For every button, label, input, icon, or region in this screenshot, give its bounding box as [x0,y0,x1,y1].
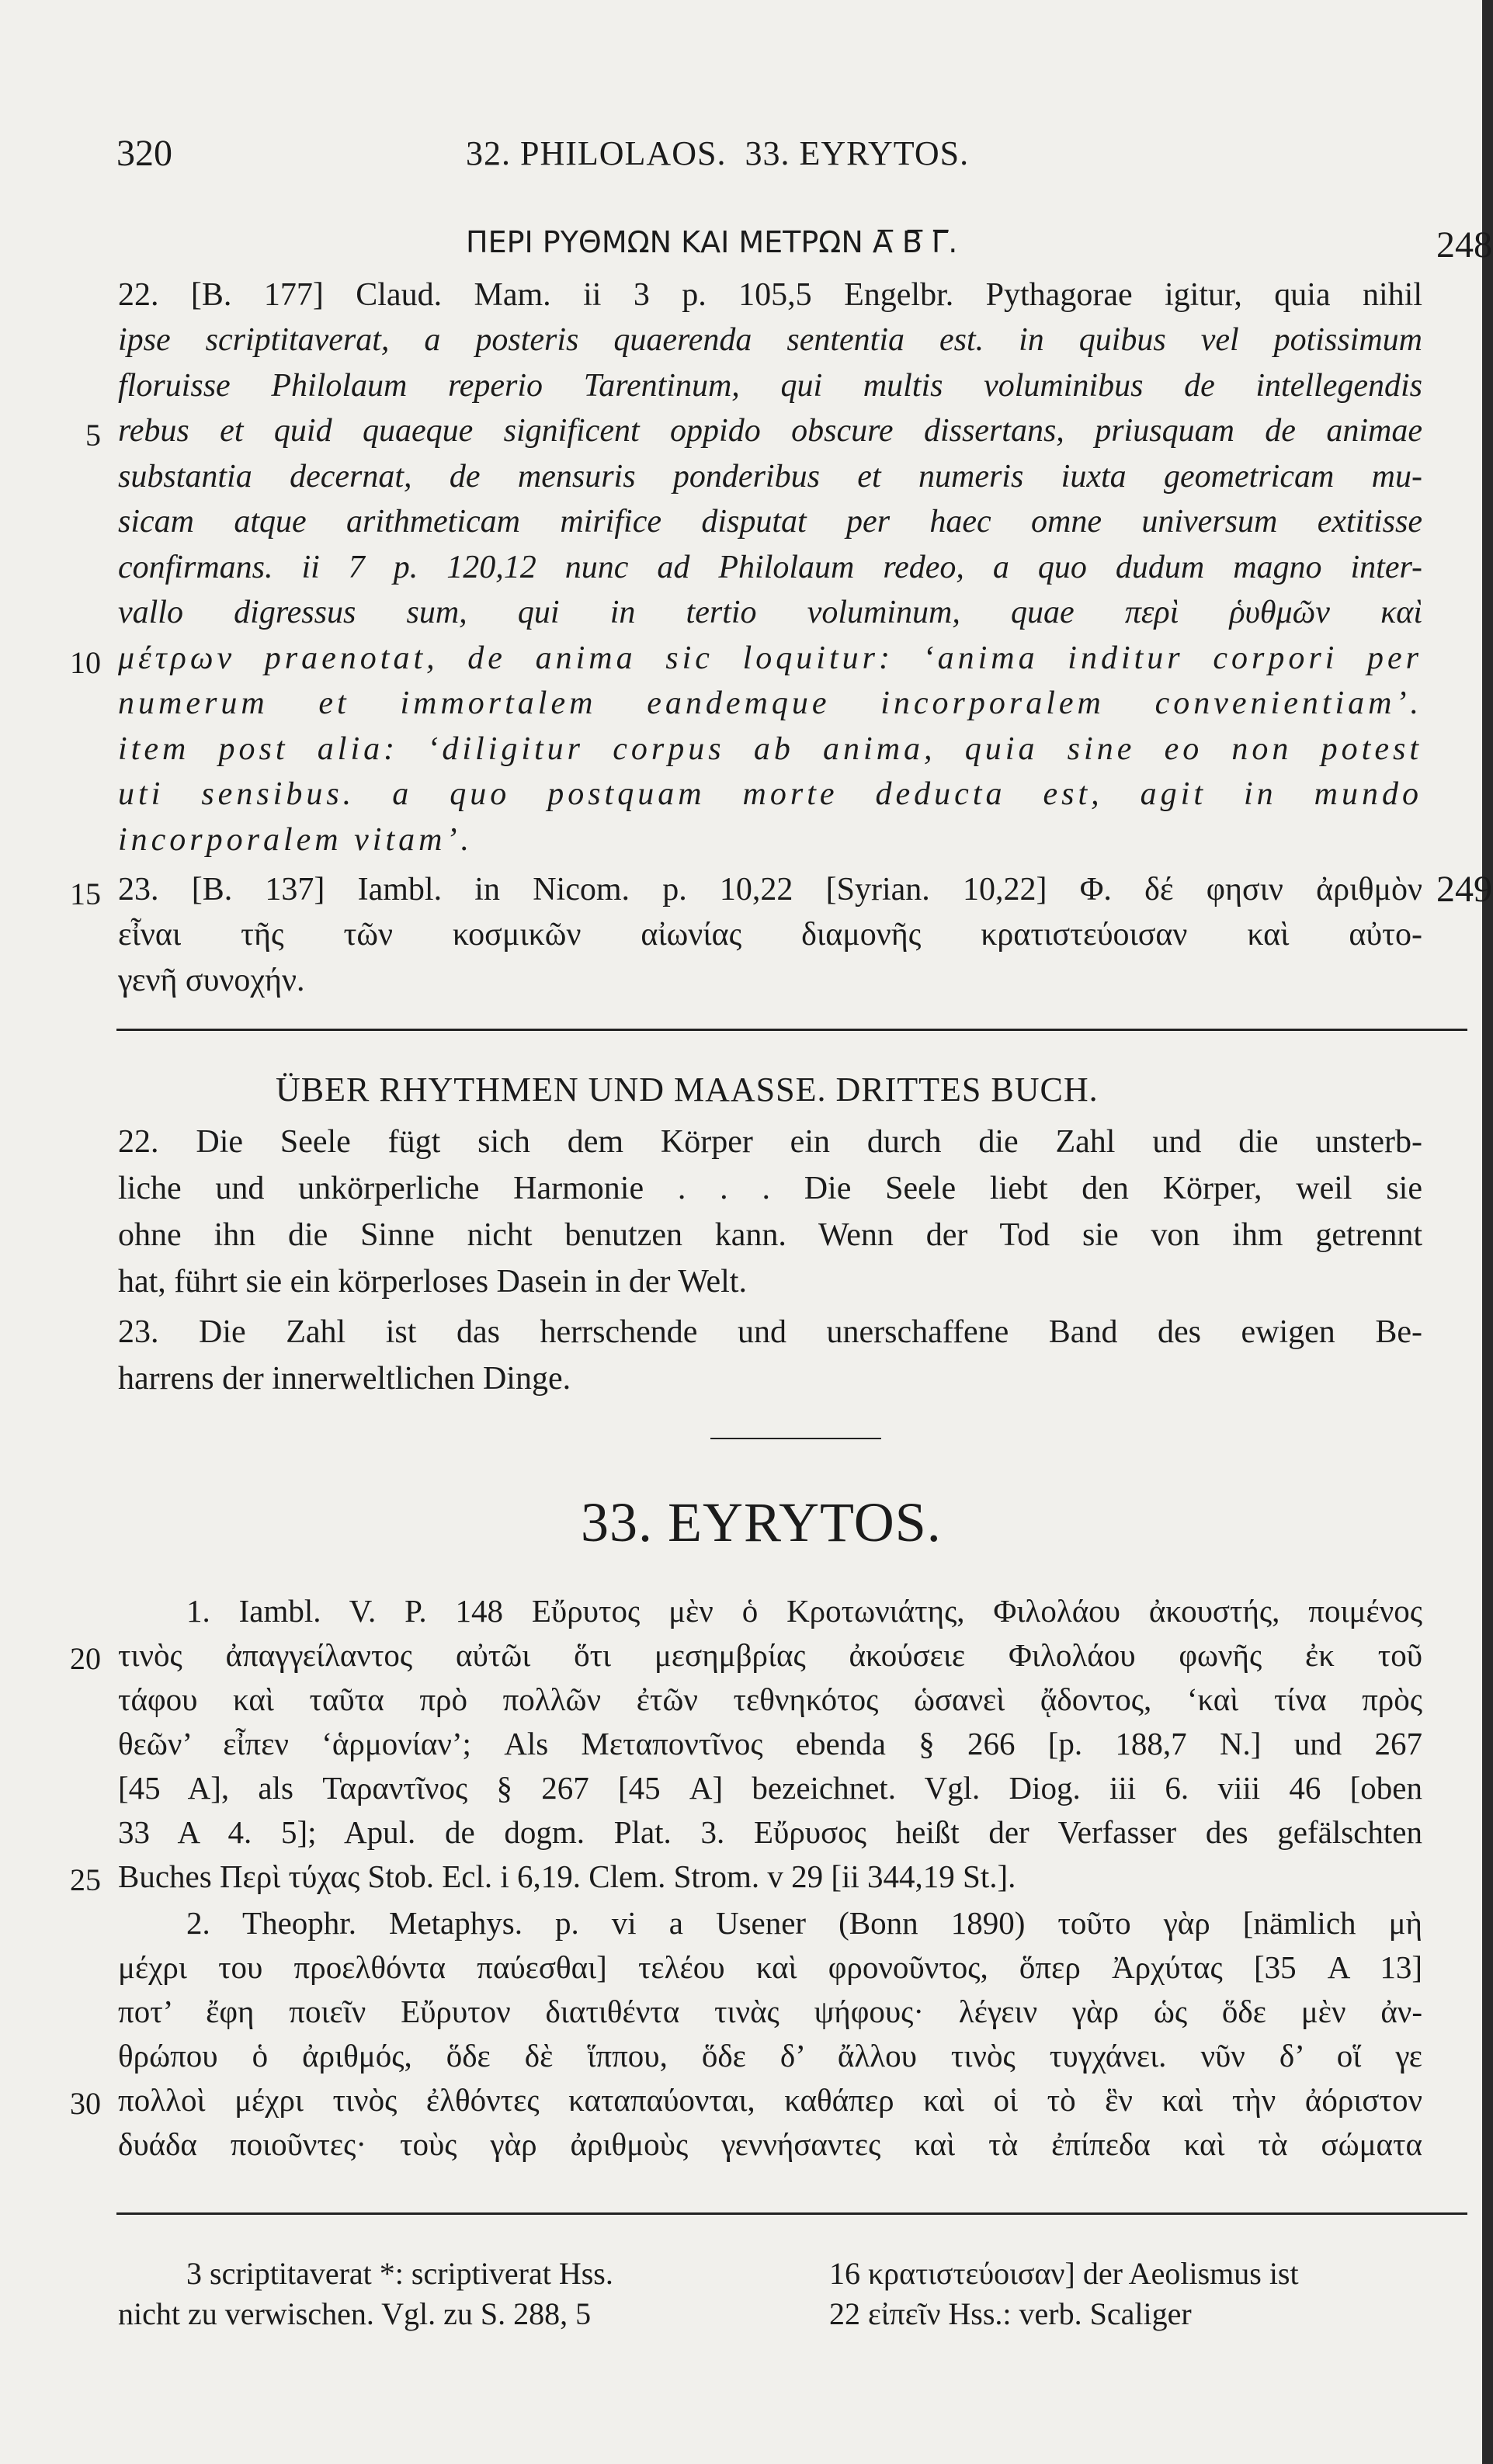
text-line: ohne ihn die Sinne nicht benutzen kann. Wenn der Tod sie von ihm getrennt [118,1217,1422,1253]
text-line: μέχρι του προελθόντα παύεσθαι] τελέου καὶ φρονοῦντος, ὅπερ Ἀρχύτας [35 A 13] [118,1949,1422,1985]
text-line: ποτ’ ἔφη ποιεῖν Εὔρυτον διατιθέντα τινὰς ψήφους· λέγειν γὰρ ὡς ὅδε μὲν ἀν- [118,1994,1422,2029]
text-line: substantia decernat, de mensuris ponderibus et numeris iuxta geometricam mu- [118,459,1422,495]
text-line: floruisse Philolaum reperio Tarentinum, qui multis voluminibus de intellegendis [118,368,1422,404]
footnote-left-2: nicht zu verwischen. Vgl. zu S. 288, 5 [118,2296,592,2331]
text-line: τάφου καὶ ταῦτα πρὸ πολλῶν ἐτῶν τεθνηκότος ὡσανεὶ ᾄδοντος, ‘καὶ τίνα πρὸς [118,1681,1422,1717]
footnote-right-2: 22 εἰπεῖν Hss.: verb. Scaliger [829,2296,1192,2331]
text-line: 23. Die Zahl ist das herrschende und unerschaffene Band des ewigen Be- [118,1314,1422,1350]
text-line: ipse scriptitaverat, a posteris quaerenda sententia est. in quibus vel potissimum [118,322,1422,358]
footnote-left-1: 3 scriptitaverat *: scriptiverat Hss. [186,2256,613,2291]
text-line: incorporalem vitam’. [118,822,473,858]
chapter-title: 33. EYRYTOS. [581,1491,942,1553]
text-line: 1. Iambl. V. P. 148 Εὔρυτος μὲν ὁ Κροτωνιάτης, Φιλολάου ἀκουστής, ποιμένος [186,1593,1422,1629]
text-line: confirmans. ii 7 p. 120,12 nunc ad Philolaum redeo, a quo dudum magno inter- [118,550,1422,585]
section-divider [116,1029,1467,1031]
text-line: harrens der innerweltlichen Dinge. [118,1361,571,1397]
line-number-5: 5 [85,418,101,453]
text-line: vallo digressus sum, qui in tertio voluminum, quae περὶ ῥυθμῶν καὶ [118,595,1422,630]
text-line: Buches Περὶ τύχας Stob. Ecl. i 6,19. Clem. Strom. v 29 [ii 344,19 St.]. [118,1858,1016,1894]
text-line: γενῆ συνοχήν. [118,963,305,998]
page-edge-shadow [1482,0,1493,2464]
text-line: [45 A], als Ταραντῖνος § 267 [45 A] bezeichnet. Vgl. Diog. iii 6. viii 46 [oben [118,1770,1422,1806]
line-number-25: 25 [70,1862,101,1897]
text-line: τινὸς ἀπαγγείλαντος αὐτῶι ὅτι μεσημβρίας ἀκούσειε Φιλολάου φωνῆς ἐκ τοῦ [118,1637,1422,1673]
text-line: θεῶν’ εἶπεν ‘ἁρμονίαν’; Als Μεταποντῖνος ebenda § 266 [p. 188,7 N.] und 267 [118,1726,1422,1761]
text-line: sicam atque arithmeticam mirifice disputat per haec omne universum extitisse [118,504,1422,540]
text-line: 33 A 4. 5]; Apul. de dogm. Plat. 3. Εὔρυσος heißt der Verfasser des gefälschten [118,1814,1422,1850]
margin-ref-1: 248 [1436,224,1492,265]
text-line: πολλοὶ μέχρι τινὸς ἐλθόντες καταπαύονται, καθάπερ καὶ οἱ τὸ ἓν καὶ τὴν ἀόριστον [118,2082,1422,2118]
text-line: item post alia: ‘diligitur corpus ab anima, quia sine eo non potest [118,731,1422,767]
running-title: 32. PHILOLAOS. 33. EYRYTOS. [466,134,970,172]
line-number-30: 30 [70,2086,101,2121]
text-line: 22. [B. 177] Claud. Mam. ii 3 p. 105,5 Engelbr. Pythagorae igitur, quia nihil [118,277,1422,313]
text-line: liche und unkörperliche Harmonie . . . Die Seele liebt den Körper, weil sie [118,1171,1422,1206]
text-line: θρώπου ὁ ἀριθμός, ὅδε δὲ ἵππου, ὅδε δ’ ἄλλου τινὸς τυγχάνει. νῦν δ’ οἵ γε [118,2038,1422,2074]
greek-book-heading: ΠΕΡΙ ΡΥΘΜΩΝ ΚΑΙ ΜΕΤΡΩΝ Α̅ Β̅ Γ̅. [466,225,958,259]
text-line: 2. Theophr. Metaphys. p. vi a Usener (Bonn 1890) τοῦτο γὰρ [nämlich μὴ [186,1905,1422,1941]
text-line: numerum et immortalem eandemque incorporalem convenientiam’. [118,685,1422,721]
german-heading: ÜBER RHYTHMEN UND MAASSE. DRITTES BUCH. [276,1071,1099,1109]
text-line: μέτρων praenotat, de anima sic loquitur: ‘anima inditur corpori per [118,640,1422,676]
text-line: 22. Die Seele fügt sich dem Körper ein durch die Zahl und die unsterb- [118,1124,1422,1160]
short-divider [710,1438,881,1439]
text-line: rebus et quid quaeque significent oppido obscure dissertans, priusquam de animae [118,413,1422,449]
text-line: 23. [B. 137] Iambl. in Nicom. p. 10,22 [Syrian. 10,22] Φ. δέ φησιν ἀριθμὸν [118,872,1422,908]
footnote-right-1: 16 κρατιστεύοισαν] der Aeolismus ist [829,2256,1299,2291]
footnote-divider [116,2212,1467,2215]
line-number-20: 20 [70,1641,101,1676]
text-line: uti sensibus. a quo postquam morte deducta est, agit in mundo [118,776,1422,812]
page-number: 320 [116,133,172,174]
text-line: δυάδα ποιοῦντες· τοὺς γὰρ ἀριθμοὺς γεννήσαντες καὶ τὰ ἐπίπεδα καὶ τὰ σώματα [118,2126,1422,2162]
text-line: hat, führt sie ein körperloses Dasein in der Welt. [118,1264,747,1300]
line-number-10: 10 [70,645,101,680]
text-line: εἶναι τῆς τῶν κοσμικῶν αἰωνίας διαμονῆς κρατιστεύοισαν καὶ αὐτο- [118,917,1422,953]
line-number-15: 15 [70,876,101,911]
margin-ref-2: 249 [1436,869,1492,910]
